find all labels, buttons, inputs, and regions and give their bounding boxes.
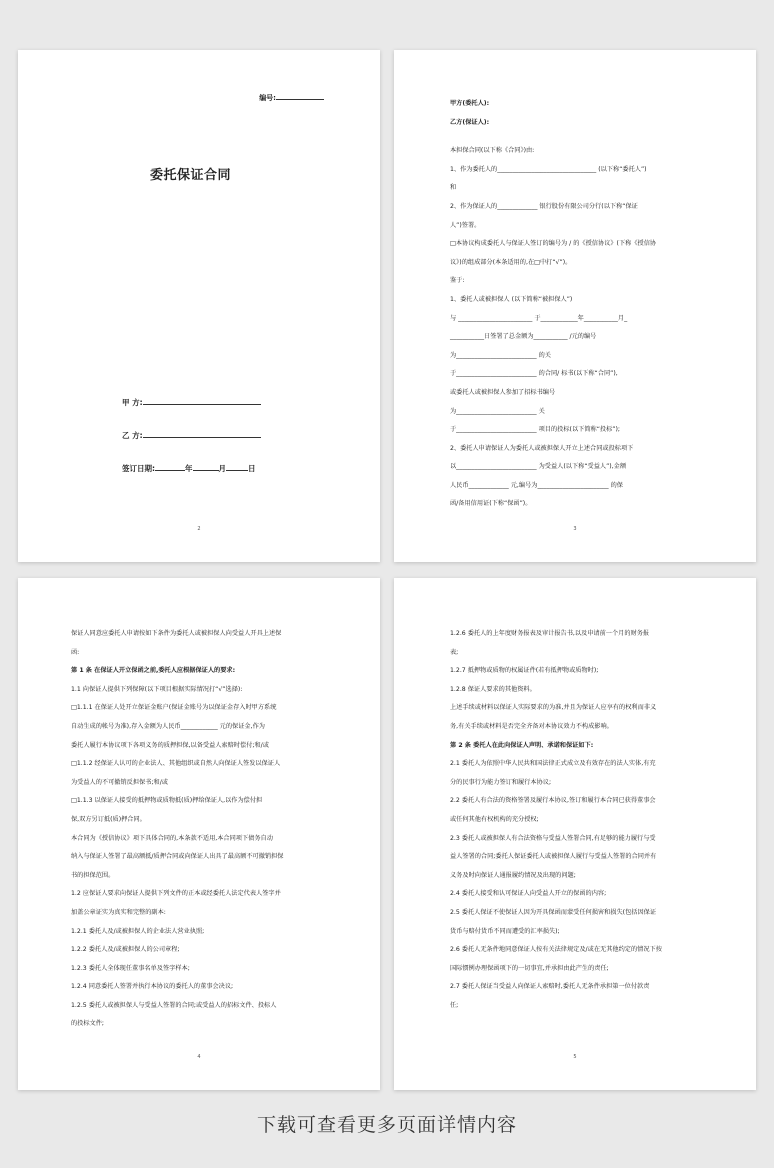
month-blank xyxy=(193,462,219,471)
text-line: 1.2.4 同意委托人签署并执行本协议的委托人的董事会决议; xyxy=(71,983,234,991)
page-4-body xyxy=(71,625,341,1034)
text-line: 第 2 条 委托人在此向保证人声明、承诺和保证如下: xyxy=(450,741,594,749)
text-line: □1.1.3 以保证人接受的抵押物或质物抵(质)押给保证人,以作为偿付担 xyxy=(71,797,263,805)
text-line: □1.1.1 在保证人处开立保证金账户(保证金账号为以保证金存入时甲方系统 xyxy=(71,704,277,712)
text-line: 或任何其他有权机构的充分授权; xyxy=(450,815,539,823)
page-number: 5 xyxy=(573,1054,577,1060)
party-b-line xyxy=(122,429,261,441)
contract-number-blank xyxy=(276,92,324,100)
party-b-label: 乙 方: xyxy=(122,431,143,440)
text-line: 任; xyxy=(450,1001,459,1009)
text-line: 上述手续或材料以保证人实际要求的为准,并且为保证人应享有的权利而非义 xyxy=(450,704,657,712)
party-a-blank xyxy=(143,396,261,405)
contract-page-4 xyxy=(18,578,380,1090)
text-line: 2、委托人申请保证人为委托人或被担保人开立上述合同或投标项下 xyxy=(450,444,634,452)
text-line: 鉴于: xyxy=(450,277,465,285)
text-line: 为__________________________ 关 xyxy=(450,407,545,415)
text-line: 1.2.3 委托人全体现任董事名单及签字样本; xyxy=(71,964,190,972)
text-line: 益人签署的合同;委托人保证委托人或被担保人履行与受益人签署的合同并有 xyxy=(450,853,657,861)
text-line: 2.6 委托人无条件地同意保证人按有关法律规定及/或在无其他约定的情况下按 xyxy=(450,946,662,954)
text-line: 第 1 条 在保证人开立保函之前,委托人应根据保证人的要求: xyxy=(71,667,236,675)
text-line: 人”)签署。 xyxy=(450,221,481,229)
text-line: 本担保合同(以下称《合同》)由: xyxy=(450,147,535,155)
text-line: 加盖公章证实为真实和完整的副本: xyxy=(71,908,166,916)
party-b-blank xyxy=(143,429,261,438)
text-line: 纳入与保证人签署了最高额抵/质押合同或向保证人出具了最高额不可撤销担保 xyxy=(71,853,284,861)
text-line: 或委托人或被担保人参加了招标书编号 xyxy=(450,388,556,396)
text-line: 自动生成的帐号为准),存入金额为人民币____________ 元的保证金,作为 xyxy=(71,722,265,730)
text-line: 甲方(委托人): xyxy=(450,100,490,107)
year-blank xyxy=(155,462,185,471)
text-line: 2.4 委托人接受和认可保证人向受益人开立的保函的内容; xyxy=(450,890,607,898)
contract-page-cover xyxy=(18,50,380,562)
download-more-caption: 下载可查看更多页面详情内容 xyxy=(256,1114,517,1136)
sign-date-label: 签订日期: xyxy=(122,464,155,473)
text-line: 义务及时向保证人通报履约情况及出现的问题; xyxy=(450,871,576,879)
text-line: 1.2.6 委托人的上年度财务报表及审计报告书,以及申请前一个月的财务报 xyxy=(450,630,650,637)
text-line: 与 ________________________ 于____________年___________月_ xyxy=(450,314,628,322)
page-3-body xyxy=(450,95,720,514)
contract-page-5 xyxy=(394,578,756,1090)
text-line: 为受益人的不可撤销反担保书;和/或 xyxy=(71,778,168,786)
text-line: 分的民事行为能力签订和履行本协议; xyxy=(450,778,552,786)
text-line: 1.2.7 抵押物或质物的权属证件(若有抵押物或质物时); xyxy=(450,667,599,675)
text-line: 函/备用信用证(下称“保函”)。 xyxy=(450,500,532,508)
contract-title: 委托保证合同 xyxy=(150,168,232,183)
text-line: 1.2 应保证人要求向保证人提供下列文件的正本或经委托人法定代表人签字并 xyxy=(71,890,281,898)
text-line: 1.2.5 委托人或被担保人与受益人签署的合同;或受益人的招标文件、投标人 xyxy=(71,1001,277,1009)
page-number: 4 xyxy=(197,1054,201,1060)
contract-page-3 xyxy=(394,50,756,562)
text-line: 1.1 向保证人提供下列保障(以下项目根据实际情况打“√”选择): xyxy=(71,685,243,693)
text-line: 务,有关手续或材料是否完全齐备对本协议效力不构成影响。 xyxy=(450,722,613,730)
text-line: 1、作为委托人的________________________________ (以下称“委托人”) xyxy=(450,165,647,173)
month-label: 月 xyxy=(218,464,226,473)
text-line: 议》)的组成部分(本条适用的,在□中打“√”)。 xyxy=(450,258,572,266)
page-5-body xyxy=(450,625,720,1015)
text-line: 保证人同意应委托人申请按如下条件为委托人或被担保人向受益人开具上述保 xyxy=(71,630,282,637)
text-line: 函: xyxy=(71,648,80,656)
text-line: 委托人履行本协议项下各项义务的质押担保,以备受益人索赔时偿付;和/或 xyxy=(71,741,269,749)
text-line xyxy=(450,132,720,142)
page-number: 2 xyxy=(197,526,201,532)
text-line: 2.7 委托人保证当受益人向保证人索赔时,委托人无条件承担第一位付款责 xyxy=(450,983,650,991)
text-line: 1、委托人或被担保人 (以下简称“被担保人”) xyxy=(450,295,573,303)
party-a-label: 甲 方: xyxy=(122,398,143,407)
text-line: 和 xyxy=(450,184,457,192)
text-line: 1.2.2 委托人及/或被担保人的公司章程; xyxy=(71,946,180,954)
contract-number-label: 编号: xyxy=(259,94,276,102)
text-line: 为__________________________ 的关 xyxy=(450,351,551,359)
text-line: 于__________________________ 的合同/ 标书(以下称“合同”), xyxy=(450,370,618,378)
text-line: 2、作为保证人的_____________ 银行股份有限公司分行(以下称“保证 xyxy=(450,202,638,210)
text-line: 2.1 委托人为依照中华人民共和国法律正式成立及有效存在的法人实体,有充 xyxy=(450,760,656,768)
day-label: 日 xyxy=(248,464,256,473)
text-line: 表; xyxy=(450,648,459,656)
text-line: 的投标文件; xyxy=(71,1020,105,1028)
text-line: 1.2.8 保证人要求的其他资料。 xyxy=(450,685,536,693)
text-line: 人民币_____________ 元,编号为_______________________ 的保 xyxy=(450,481,623,489)
text-line: 2.2 委托人有合法的资格签署及履行本协议,签订和履行本合同已获得董事会 xyxy=(450,797,656,805)
text-line: 乙方(保证人): xyxy=(450,118,490,126)
text-line: 2.5 委托人保证不使保证人因为开具保函而蒙受任何损害和损失(包括因保证 xyxy=(450,908,657,916)
text-line: 1.2.1 委托人及/或被担保人的企业法人营业执照; xyxy=(71,927,205,935)
party-a-line xyxy=(122,396,261,408)
day-blank xyxy=(226,462,248,471)
text-line: 于__________________________ 项目的投标(以下简称“投标”); xyxy=(450,426,620,434)
text-line: 书的担保范围。 xyxy=(71,871,115,879)
year-label: 年 xyxy=(185,464,193,473)
text-line: ___________日签署了总金额为___________ /元的编号 xyxy=(450,333,597,341)
text-line: 国际惯例办理保函项下的一切事宜,并承担由此产生的责任; xyxy=(450,964,609,972)
text-line: 本合同为《授信协议》项下具体合同的,本条款不适用,本合同项下债务自动 xyxy=(71,834,273,842)
text-line: □1.1.2 经保证人认可的企业法人、其他组织或自然人向保证人签发以保证人 xyxy=(71,760,281,768)
text-line: 货币与赔付货币不同而遭受的汇率损失); xyxy=(450,927,560,935)
page-number: 3 xyxy=(573,526,577,532)
text-line: 2.3 委托人或被担保人有合法资格与受益人签署合同,有足够的能力履行与受 xyxy=(450,834,656,842)
contract-number xyxy=(259,92,324,103)
sign-date-line xyxy=(122,462,256,474)
text-line: □本协议构成委托人与保证人签订的编号为 / 的《授信协议》(下称《授信协 xyxy=(450,240,657,248)
text-line: 以__________________________ 为受益人(以下称“受益人”),金额 xyxy=(450,463,627,471)
text-line: 保,双方另订抵(质)押合同。 xyxy=(71,815,146,823)
